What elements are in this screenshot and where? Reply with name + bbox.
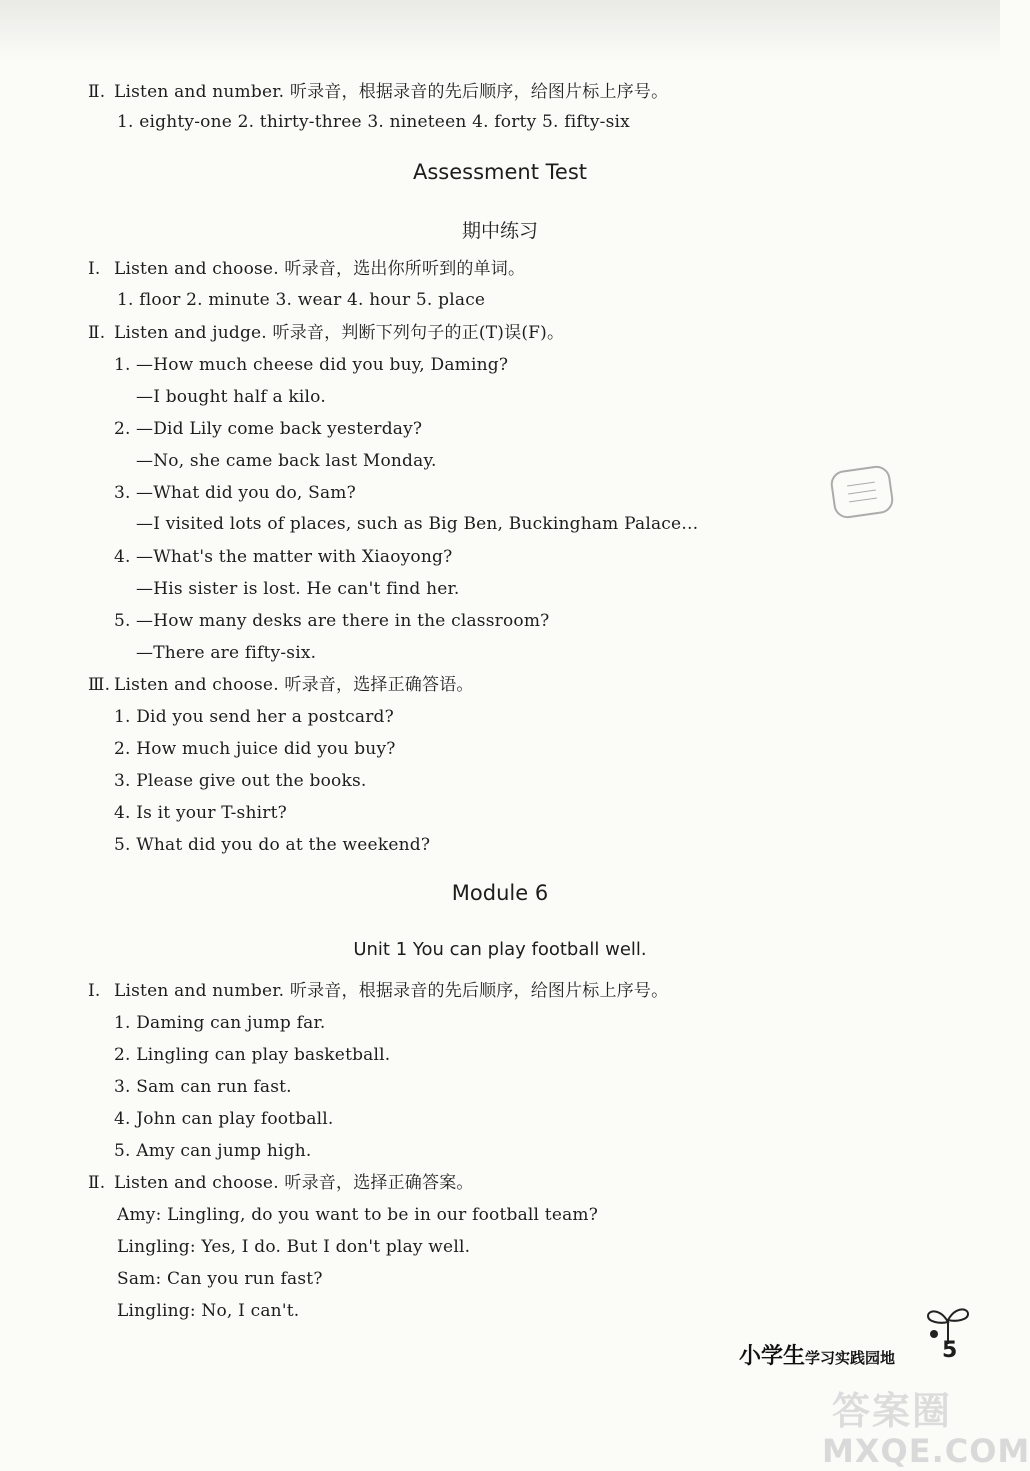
assessment-title: Assessment Test [413, 160, 587, 184]
dialogue-answer: —No, she came back last Monday. [136, 451, 437, 471]
module6-part2-instruction: Ⅱ. Listen and choose. 听录音，选择正确答案。 [88, 1173, 474, 1193]
dialogue-answer: —I visited lots of places, such as Big Ben, Buckingham Palace… [136, 514, 699, 534]
dialogue-answer: —I bought half a kilo. [136, 387, 326, 407]
dialogue-answer: —His sister is lost. He can't find her. [136, 579, 460, 599]
page-top-shadow [0, 0, 1000, 60]
dialogue-question: 2. —Did Lily come back yesterday? [114, 419, 423, 439]
footer-brand: 小学生学习实践园地 [739, 1344, 896, 1369]
site-watermark-url: MXQE.COM [822, 1432, 1030, 1470]
dialogue-line: Lingling: Yes, I do. But I don't play well. [117, 1237, 471, 1257]
list-item: 5. What did you do at the weekend? [114, 835, 431, 855]
dialogue-question: 5. —How many desks are there in the classroom? [114, 611, 550, 631]
page-number: 5 [942, 1338, 958, 1363]
list-item: 4. Is it your T-shirt? [114, 803, 287, 823]
assessment-part1-answers: 1. floor 2. minute 3. wear 4. hour 5. place [117, 290, 486, 310]
module-title: Module 6 [451, 881, 549, 905]
list-item: 3. Sam can run fast. [114, 1077, 292, 1097]
roman-numeral: Ⅱ. [88, 82, 106, 102]
seal-icon [838, 473, 886, 511]
stamp-seal [829, 464, 895, 520]
dialogue-line: Amy: Lingling, do you want to be in our football team? [117, 1205, 599, 1225]
dialogue-line: Sam: Can you run fast? [117, 1269, 323, 1289]
list-item: 1. Daming can jump far. [114, 1013, 326, 1033]
dialogue-line: Lingling: No, I can't. [117, 1301, 300, 1321]
dialogue-question: 1. —How much cheese did you buy, Daming? [114, 355, 509, 375]
unit-title: Unit 1 You can play football well. [353, 939, 647, 960]
assessment-subtitle: 期中练习 [461, 220, 538, 242]
list-item: 2. Lingling can play basketball. [114, 1045, 391, 1065]
list-item: 5. Amy can jump high. [114, 1141, 312, 1161]
site-watermark-logo: 答案圈 [832, 1389, 953, 1433]
top-item2-instruction: Ⅱ. Listen and number. 听录音，根据录音的先后顺序，给图片标上序号。 [88, 82, 669, 102]
assessment-part2-instruction: Ⅱ. Listen and judge. 听录音，判断下列句子的正(T)误(F)。 [88, 323, 565, 343]
assessment-part3-instruction: Ⅲ. Listen and choose. 听录音，选择正确答语。 [88, 675, 474, 695]
dialogue-answer: —There are fifty-six. [136, 643, 317, 663]
dialogue-question: 4. —What's the matter with Xiaoyong? [114, 547, 453, 567]
assessment-part1-instruction: Ⅰ. Listen and choose. 听录音，选出你所听到的单词。 [88, 259, 526, 279]
dialogue-question: 3. —What did you do, Sam? [114, 483, 356, 503]
list-item: 2. How much juice did you buy? [114, 739, 396, 759]
top-item2-answers: 1. eighty-one 2. thirty-three 3. nineteen 4. forty 5. fifty-six [117, 112, 630, 132]
list-item: 3. Please give out the books. [114, 771, 367, 791]
list-item: 4. John can play football. [114, 1109, 334, 1129]
module6-part1-instruction: Ⅰ. Listen and number. 听录音，根据录音的先后顺序，给图片标上序号。 [88, 981, 669, 1001]
list-item: 1. Did you send her a postcard? [114, 707, 394, 727]
